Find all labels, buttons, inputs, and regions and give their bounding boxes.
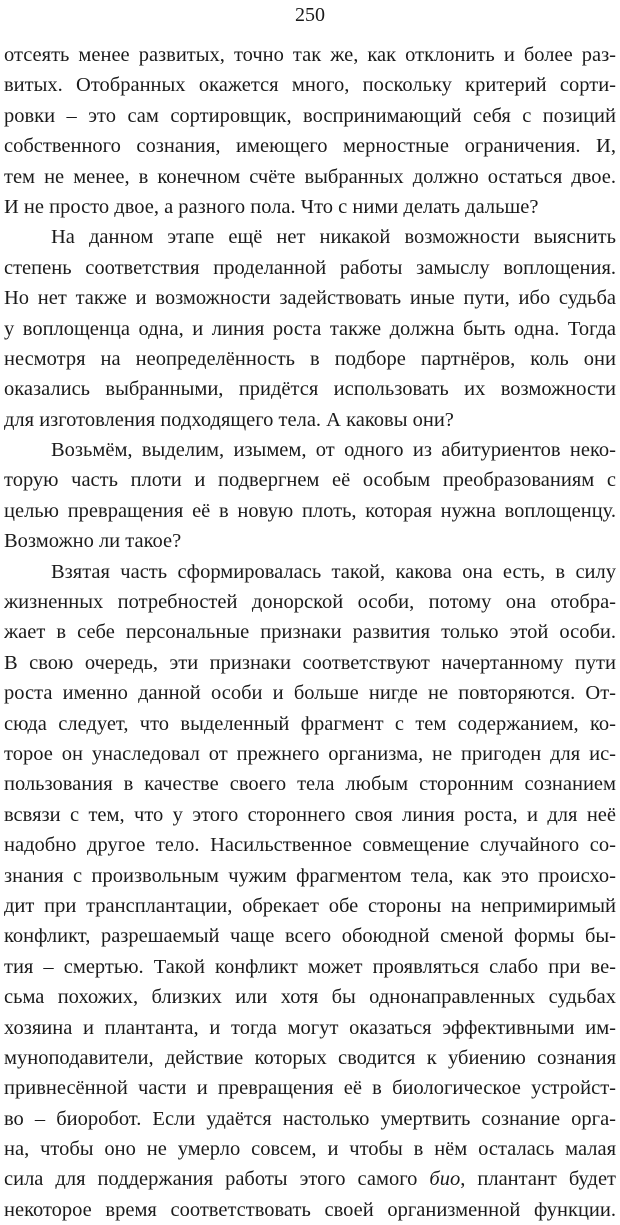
text-line: Возьмём, выделим, изымем, от одного из абитуриентов неко- xyxy=(51,439,616,462)
text-line: пользования в качестве своего тела любым сторонним сознанием xyxy=(4,773,616,796)
text-line: тем не менее, в конечном счёте выбранных должно остаться двое. xyxy=(4,165,616,188)
text-line: жизненных потребностей донорской особи, потому она отобра- xyxy=(4,591,616,614)
text-line: степень соответствия проделанной работы замыслу воплощения. xyxy=(4,256,616,279)
text-line: отсеять менее развитых, точно так же, как отклонить и более раз- xyxy=(4,44,616,66)
text-line: всвязи с тем, что у этого стороннего своя линия роста, и для неё xyxy=(4,803,616,826)
text-line xyxy=(4,1164,616,1194)
text-line: некоторое время соответствовать своей организменной функции. xyxy=(4,1198,616,1221)
text-line: во – биоробот. Если удаётся настолько умертвить сознание орга- xyxy=(4,1107,616,1130)
text-line: оказались выбранными, придётся использовать их возможности xyxy=(4,378,616,401)
body-text xyxy=(4,40,616,1225)
text-line: ровки – это сам сортировщик, воспринимающий себя с позиций xyxy=(4,104,616,127)
text-line: сюда следует, что выделенный фрагмент с тем содержанием, ко- xyxy=(4,712,616,735)
text-line: В свою очередь, эти признаки соответствуют начертанному пути xyxy=(4,651,616,674)
text-line: несмотря на неопределённость в подборе партнёров, коль они xyxy=(4,347,616,370)
text-line: Но нет также и возможности задействовать иные пути, ибо судьба xyxy=(4,287,616,310)
text-line: конфликт, разрешаемый чаще всего обоюдной сменой формы бы- xyxy=(4,925,616,948)
text-segment: сила для поддержания работы этого самого xyxy=(4,1168,430,1191)
text-line: дит при трансплантации, обрекает обе стороны на непримиримый xyxy=(4,894,616,917)
page-number: 250 xyxy=(295,4,325,26)
text-line: сьма похожих, близких или хотя бы однонаправленных судьбах xyxy=(4,986,616,1009)
text-line: роста именно данной особи и больше нигде не повторяются. От- xyxy=(4,682,616,705)
text-line: жает в себе персональные признаки развития только этой особи. xyxy=(4,621,616,644)
text-line: на, чтобы оно не умерло совсем, и чтобы в нём осталась малая xyxy=(4,1138,616,1161)
text-line: Взятая часть сформировалась такой, какова она есть, в силу xyxy=(51,560,616,583)
text-line: надобно другое тело. Насильственное совмещение случайного со- xyxy=(4,834,616,857)
text-line: тия – смертью. Такой конфликт может проявляться слабо при ве- xyxy=(4,955,616,978)
text-line: хозяина и плантанта, и тогда могут оказаться эффективными им- xyxy=(4,1016,616,1039)
text-line: для изготовления подходящего тела. А каковы они? xyxy=(4,408,454,431)
text-line: На данном этапе ещё нет никакой возможности выяснить xyxy=(51,226,616,249)
text-line: Возможно ли такое? xyxy=(4,530,182,553)
italic-word: био xyxy=(429,1168,461,1191)
text-line: торую часть плоти и подвергнем её особым преобразованиям с xyxy=(4,469,616,492)
text-line: у воплощенца одна, и линия роста также должна быть одна. Тогда xyxy=(4,317,616,340)
text-line: привнесённой части и превращения её в биологическое устройст- xyxy=(4,1077,616,1100)
text-line: муноподавители, действие которых сводится к убиению сознания xyxy=(4,1046,616,1069)
text-line: собственного сознания, имеющего мерностные ограничения. И, xyxy=(4,135,616,158)
text-line: целью превращения её в новую плоть, которая нужна воплощенцу. xyxy=(4,499,616,522)
text-line: И не просто двое, а разного пола. Что с ними делать дальше? xyxy=(4,195,539,218)
text-line: знания с произвольным чужим фрагментом тела, как это происхо- xyxy=(4,864,616,887)
text-line: торое он унаследовал от прежнего организма, не пригоден для ис- xyxy=(4,742,616,765)
text-segment: , плантант будет xyxy=(460,1168,616,1191)
text-line: витых. Отобранных окажется много, поскольку критерий сорти- xyxy=(4,74,616,97)
